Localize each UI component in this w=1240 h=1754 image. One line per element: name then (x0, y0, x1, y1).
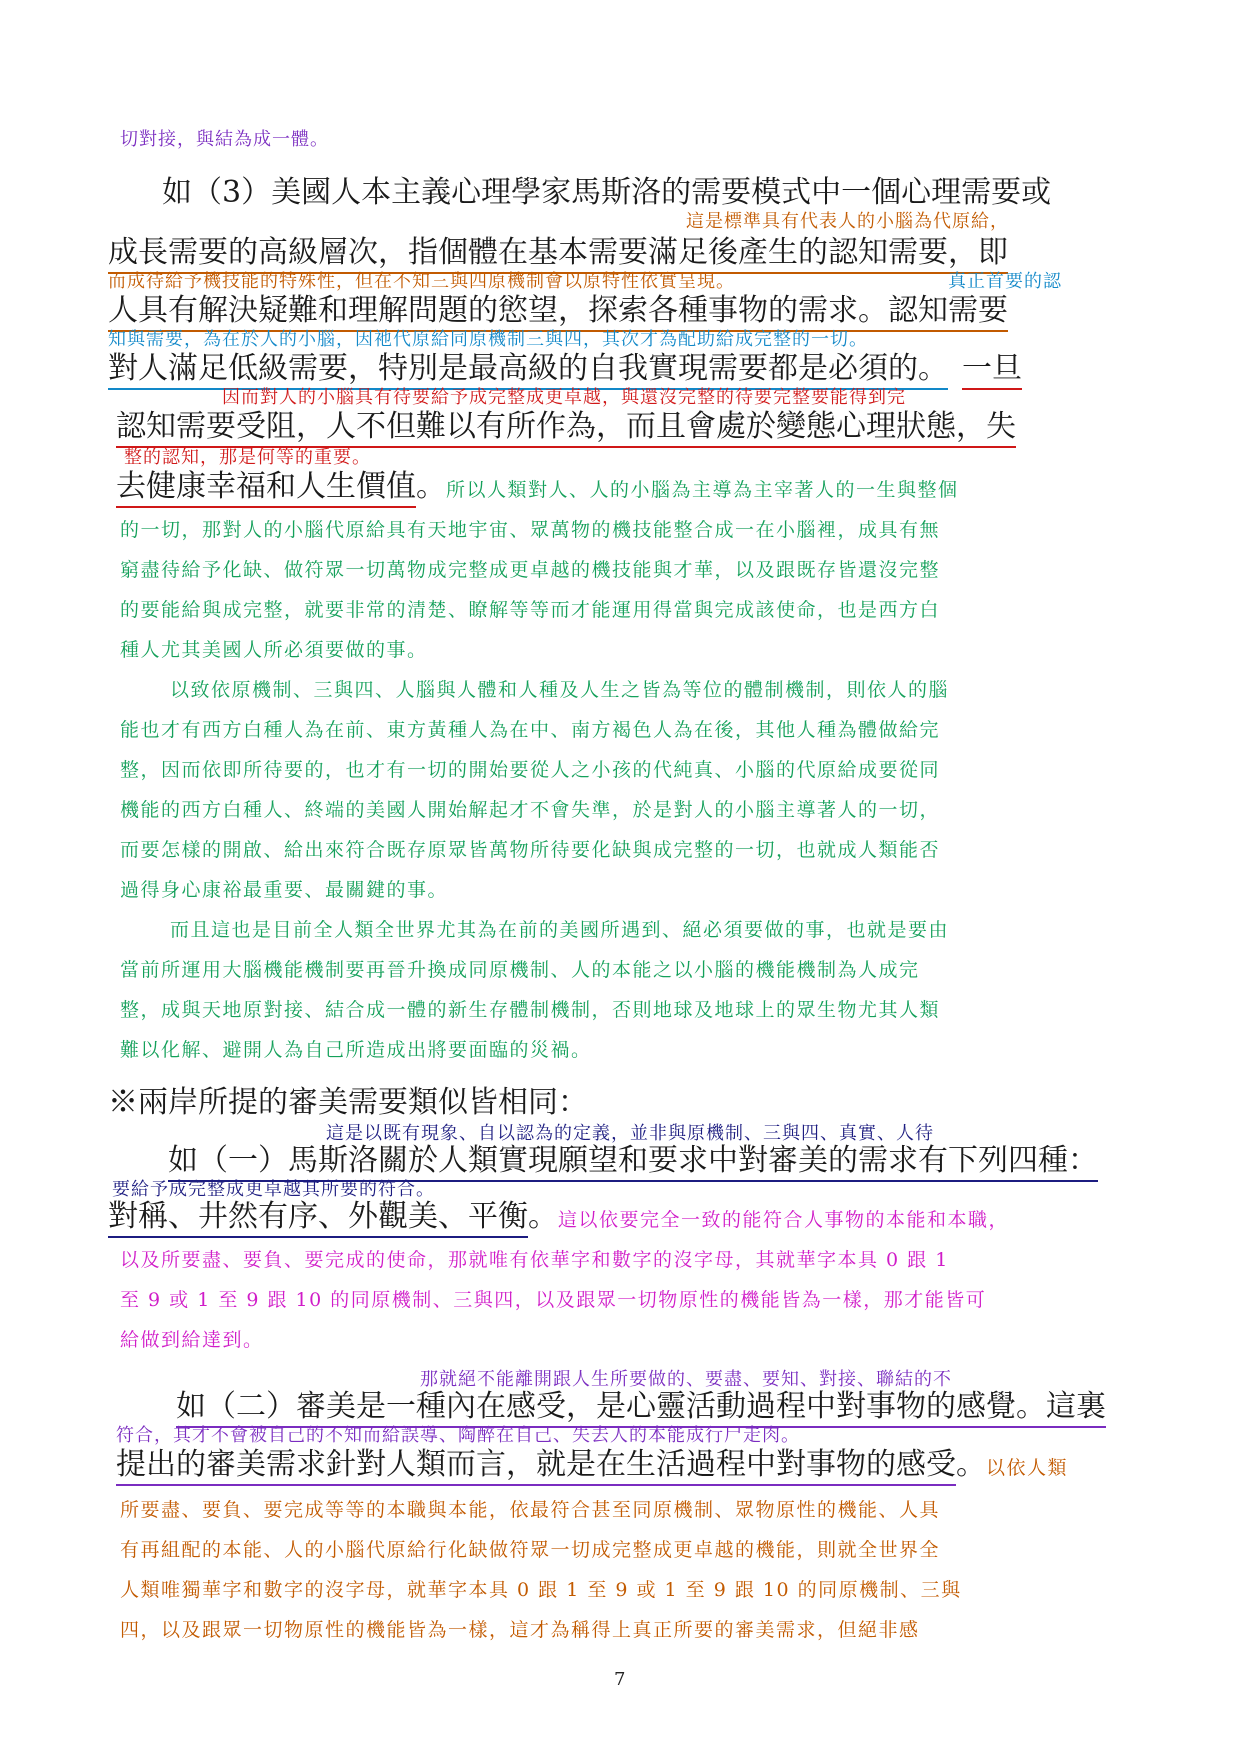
text-line: 能也才有西方白種人為在前、東方黃種人為在中、南方褐色人為在後，其他人種為體做給完 (120, 719, 941, 741)
text-line (116, 1448, 1068, 1486)
page-number: 7 (614, 1669, 626, 1690)
underlined-text: 如（一）馬斯洛關於人類實現願望和要求中對審美的需求有下列四種： (168, 1144, 1098, 1182)
text-line: 窮盡待給予化缺、做符眾一切萬物成完整成更卓越的機技能與才華，以及跟既存皆還沒完整 (120, 559, 941, 581)
underlined-text: 一旦 (962, 352, 1022, 390)
text-line (108, 294, 1008, 332)
annotation-line: 這是標準具有代表人的小腦為代原給， (686, 211, 1009, 232)
annotation-line: 而成待給予機技能的特殊性，但在不知三與四原機制會以原特性依實呈現。 (108, 271, 735, 292)
text-line: 過得身心康裕最重要、最關鍵的事。 (120, 879, 449, 901)
text-line: 整，因而依即所待要的，也才有一切的開始要從人之小孩的代純真、小腦的代原給成要從同 (120, 759, 941, 781)
annotation-line: 要給予成完整成更卓越其所要的符合。 (112, 1179, 435, 1200)
annotation-line: 因而對人的小腦具有待要給予成完整成更卓越，與還沒完整的待要完整要能得到完 (222, 387, 906, 408)
text-line: 給做到給達到。 (120, 1329, 264, 1351)
text-line: 如（3）美國人本主義心理學家馬斯洛的需要模式中一個心理需要或 (162, 175, 1052, 210)
text-line (116, 470, 959, 508)
text-line (176, 1390, 1106, 1428)
underlined-text: 成長需要的高級層次，指個體在基本需要滿足後產生的認知需要，即 (108, 236, 1008, 274)
green-text: 所以人類對人、人的小腦為主導為主宰著人的一生與整個 (446, 479, 959, 501)
text-line (116, 410, 1016, 448)
punctuation: 。 (416, 469, 446, 504)
underlined-text: 人具有解決疑難和理解問題的慾望，探索各種事物的需求。認知需要 (108, 294, 1008, 332)
text-line: 當前所運用大腦機能機制要再晉升換成同原機制、人的本能之以小腦的機能機制為人成完 (120, 959, 920, 981)
underlined-text: 對稱、井然有序、外觀美、平衡 (108, 1200, 528, 1238)
text-line: 的要能給與成完整，就要非常的清楚、瞭解等等而才能運用得當與完成該使命，也是西方白 (120, 599, 941, 621)
text-line: 人類唯獨華字和數字的沒字母，就華字本具 0 跟 1 至 9 或 1 至 9 跟 10 的同原機制、三與 (120, 1579, 962, 1601)
text-line: 四，以及跟眾一切物原性的機能皆為一樣，這才為稱得上真正所要的審美需求，但絕非感 (120, 1619, 920, 1641)
orange-text: 以依人類 (986, 1457, 1069, 1479)
text-line: 切對接，與結為成一體。 (120, 129, 329, 150)
punctuation: 。 (528, 1199, 558, 1234)
underlined-text: 認知需要受阻，人不但難以有所作為，而且會處於變態心理狀態，失 (116, 410, 1016, 448)
text-line: 整，成與天地原對接、結合成一體的新生存體制機制，否則地球及地球上的眾生物尤其人類 (120, 999, 941, 1021)
annotation-line: 知與需要，為在於人的小腦，因祂代原給同原機制三與四，其次才為配助給成完整的一切。 (108, 329, 868, 350)
punctuation: 。 (956, 1447, 986, 1482)
underlined-text: 去健康幸福和人生價值 (116, 470, 416, 508)
text-line: 至 9 或 1 至 9 跟 10 的同原機制、三與四，以及跟眾一切物原性的機能皆為一樣，那才能皆可 (120, 1289, 987, 1311)
annotation-line: 符合，其才不會被自己的不知而給誤導、陶醉在自己、失去人的本能成行尸走肉。 (116, 1425, 800, 1446)
text-line: 機能的西方白種人、終端的美國人開始解起才不會失準，於是對人的小腦主導著人的一切， (120, 799, 941, 821)
annotation-line: 那就絕不能離開跟人生所要做的、要盡、要知、對接、聯結的不 (420, 1369, 952, 1390)
annotation-line: 真正首要的認 (948, 271, 1062, 292)
annotation-line: 整的認知，那是何等的重要。 (124, 447, 371, 468)
underlined-text: 如（二）審美是一種內在感受，是心靈活動過程中對事物的感覺。這裏 (176, 1390, 1106, 1428)
text-line (108, 1200, 1009, 1238)
text-line (168, 1144, 1098, 1182)
text-line: 以致依原機制、三與四、人腦與人體和人種及人生之皆為等位的體制機制，則依人的腦 (170, 679, 950, 701)
text-line: 所要盡、要負、要完成等等的本職與本能，依最符合甚至同原機制、眾物原性的機能、人具 (120, 1499, 941, 1521)
text-line (108, 352, 1022, 390)
text-line: 難以化解、避開人為自己所造成出將要面臨的災禍。 (120, 1039, 592, 1061)
text-line (108, 236, 1008, 274)
text-line: 的一切，那對人的小腦代原給具有天地宇宙、眾萬物的機技能整合成一在小腦裡，成具有無 (120, 519, 941, 541)
annotation-line: 這是以既有現象、自以認為的定義，並非與原機制、三與四、真實、人待 (326, 1123, 934, 1144)
text-line: 而且這也是目前全人類全世界尤其為在前的美國所遇到、絕必須要做的事，也就是要由 (170, 919, 950, 941)
underlined-text: 提出的審美需求針對人類而言，就是在生活過程中對事物的感受 (116, 1448, 956, 1486)
underlined-text: 對人滿足低級需要，特別是最高級的自我實現需要都是必須的。 (108, 352, 948, 390)
text-line: 以及所要盡、要負、要完成的使命，那就唯有依華字和數字的沒字母，其就華字本具 0 跟 1 (120, 1249, 949, 1271)
text-line: 而要怎樣的開啟、給出來符合既存原眾皆萬物所待要化缺與成完整的一切，也就成人類能否 (120, 839, 941, 861)
magenta-text: 這以依要完全一致的能符合人事物的本能和本職， (558, 1209, 1010, 1231)
text-line: 種人尤其美國人所必須要做的事。 (120, 639, 428, 661)
text-line: 有再組配的本能、人的小腦代原給行化缺做符眾一切成完整成更卓越的機能，則就全世界全 (120, 1539, 941, 1561)
section-heading: ※兩岸所提的審美需要類似皆相同： (108, 1085, 588, 1120)
